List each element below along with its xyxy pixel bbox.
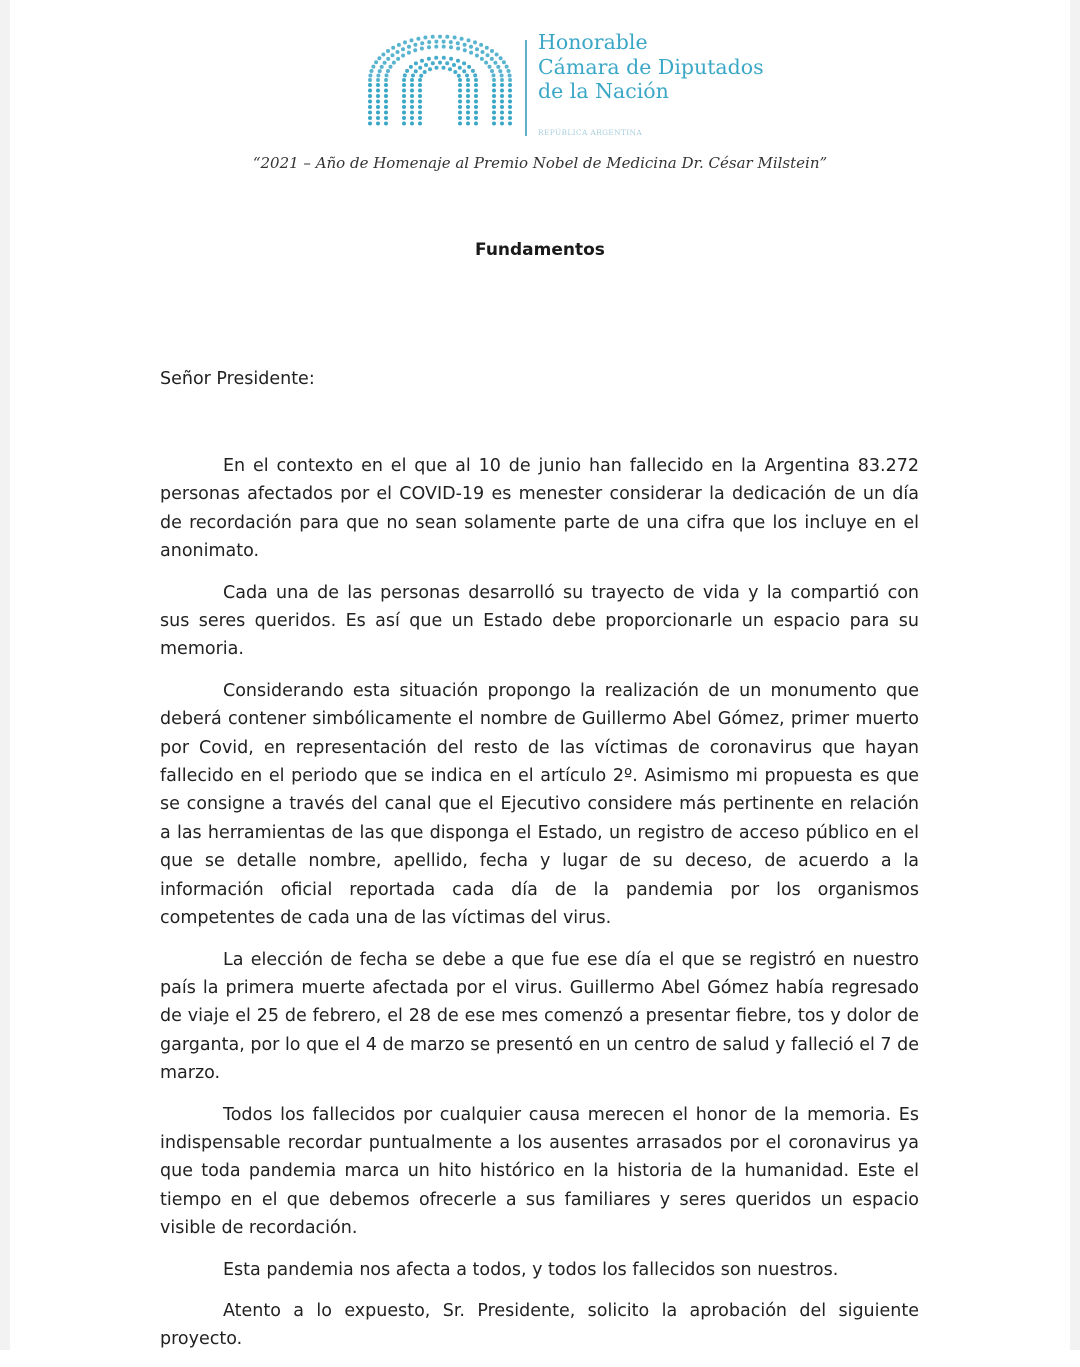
institution-name xyxy=(538,30,764,104)
institution-name-line-1: Honorable xyxy=(538,30,648,54)
body-paragraph: Todos los fallecidos por cualquier causa merecen el honor de la memoria. Es indispensable recordar puntualmente a los ausentes arrasados por el coronavirus ya que toda pandemia marca un hito histórico en la historia de la humanidad. Este el tiempo en el que debemos ofrecerle a sus familiares y seres queridos un espacio visible de recordación. xyxy=(160,1104,919,1239)
body-paragraph: En el contexto en el que al 10 de junio han fallecido en la Argentina 83.272 personas afectados por el COVID-19 es menester considerar la dedicación de un día de recordación para que no sean solamente parte de una cifra que los incluye en el anonimato. xyxy=(160,456,919,562)
institution-name-line-3: de la Nación xyxy=(538,79,669,103)
congress-hemicycle-logo-icon xyxy=(360,18,520,130)
institution-name-line-2: Cámara de Diputados xyxy=(538,54,764,79)
document-body xyxy=(160,452,919,1367)
body-paragraph: Considerando esta situación propongo la realización de un monumento que deberá contener simbólicamente el nombre de Guillermo Abel Gómez, primer muerto por Covid, en representación del resto de las víctimas de coronavirus que hayan fallecido en el periodo que se indica en el artículo 2º. Asimismo mi propuesta es que se consigne a través del canal que el Ejecutivo considere más pertinente en relación a las herramientas de las que disponga el Estado, un registro de acceso público en el que se detalle nombre, apellido, fecha y lugar de su deceso, de acuerdo a la información oficial reportada cada día de la pandemia por los organismos competentes de cada una de las víctimas del virus. xyxy=(160,680,919,929)
body-paragraph: Atento a lo expuesto, Sr. Presidente, solicito la aprobación del siguiente proyecto. xyxy=(160,1300,919,1350)
body-paragraph: Cada una de las personas desarrolló su trayecto de vida y la compartió con sus seres queridos. Es así que un Estado debe proporcionarle un espacio para su memoria. xyxy=(160,582,919,660)
salutation: Señor Presidente: xyxy=(160,369,315,389)
year-motto: “2021 – Año de Homenaje al Premio Nobel de Medicina Dr. César Milstein” xyxy=(252,154,828,172)
letterhead xyxy=(360,18,780,137)
body-paragraph: Esta pandemia nos afecta a todos, y todos los fallecidos son nuestros. xyxy=(223,1259,839,1280)
body-paragraph: La elección de fecha se debe a que fue ese día el que se registró en nuestro país la primera muerte afectada por el virus. Guillermo Abel Gómez había regresado de viaje el 25 de febrero, el 28 de ese mes comenzó a presentar fiebre, tos y dolor de garganta, por lo que el 4 de marzo se presentó en un centro de salud y falleció el 7 de marzo. xyxy=(160,949,919,1084)
document-heading: Fundamentos xyxy=(475,240,605,260)
country-subtitle: REPÚBLICA ARGENTINA xyxy=(538,128,643,137)
logo-divider xyxy=(525,40,527,136)
